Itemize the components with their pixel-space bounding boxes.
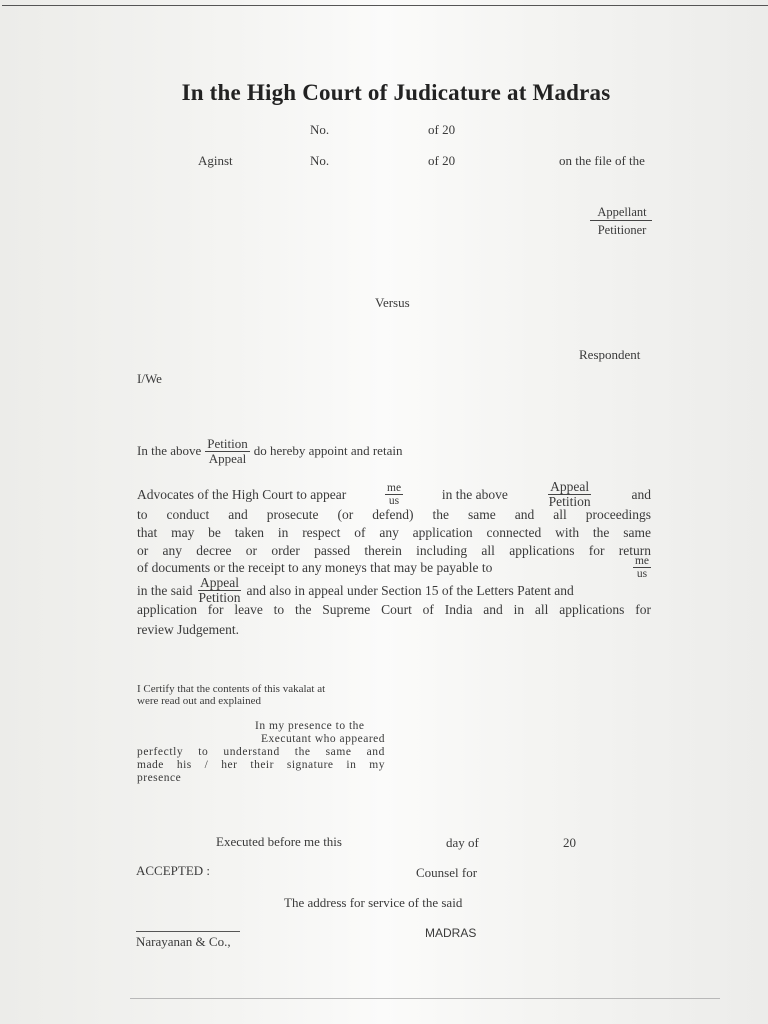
appoint-prefix: In the above: [137, 443, 202, 459]
body-line-3: that may be taken in respect of any application connected with the same: [137, 525, 651, 540]
bottom-border-line: [130, 998, 720, 999]
top-border-line: [2, 5, 768, 6]
body-line1-c: and: [631, 486, 651, 502]
against-label: Aginst: [198, 153, 233, 168]
body-line-2: to conduct and prosecute (or defend) the same and all proceedings: [137, 507, 651, 522]
presence-line-1: In my presence to the: [255, 720, 365, 732]
body-line6-b: and also in appeal under Section 15 of the Letters Patent and: [246, 582, 574, 598]
body-line-7: application for leave to the Supreme Court of India and in all applications for: [137, 602, 651, 617]
appeal-petition-fraction: [547, 480, 593, 509]
certify-line-1: I Certify that the contents of this vakalat at: [137, 683, 326, 695]
firm-name: Narayanan & Co.,: [136, 934, 231, 949]
appeal-label: Appeal: [550, 479, 590, 494]
body-line-4: or any decree or order passed therein including all applications for return: [137, 543, 651, 558]
signature-line: [136, 931, 240, 932]
versus-label: Versus: [375, 295, 410, 310]
me-us-fraction: [385, 482, 403, 507]
petition-label-2: Petition: [198, 590, 241, 606]
against-year-label: of 20: [428, 153, 456, 168]
year-label: 20: [563, 835, 576, 850]
case-no-label: No.: [310, 122, 330, 137]
body-line-8: review Judgement.: [137, 622, 239, 637]
service-address-label: The address for service of the said: [284, 895, 463, 910]
fraction-top: Petition: [207, 436, 248, 451]
city-label: MADRAS: [425, 926, 477, 940]
on-file-label: on the file of the: [559, 153, 645, 168]
appeal-label-2: Appeal: [200, 575, 239, 590]
respondent-label: Respondent: [579, 347, 641, 362]
presence-line-4: made his / her their signature in my: [137, 759, 385, 771]
executed-label: Executed before me this: [216, 834, 342, 849]
petition-label: Petition: [548, 494, 591, 510]
certify-line-2: were read out and explained: [137, 695, 261, 707]
me-label-2: me: [634, 555, 649, 567]
appoint-suffix: do hereby appoint and retain: [253, 443, 403, 459]
appointment-line: [137, 437, 402, 465]
appellant-label: Appellant: [597, 205, 647, 219]
fraction-bottom: Appeal: [208, 450, 247, 466]
us-label: us: [388, 495, 400, 508]
day-of-label: day of: [446, 835, 479, 850]
body-line6-a: in the said: [137, 582, 193, 598]
petitioner-label: Petitioner: [597, 223, 647, 237]
appellant-divider: [590, 220, 652, 221]
me-label: me: [387, 482, 402, 495]
against-no-label: No.: [310, 153, 330, 168]
presence-line-3: perfectly to understand the same and: [137, 746, 385, 758]
us-label-2: us: [636, 568, 648, 581]
body-line1-a: Advocates of the High Court to appear: [137, 486, 347, 502]
body-line1-b: in the above: [441, 486, 508, 502]
presence-line-5: presence: [137, 772, 182, 784]
counsel-for-label: Counsel for: [416, 865, 478, 880]
body-line-1: [137, 480, 651, 509]
presence-line-2: Executant who appeared: [260, 733, 385, 745]
accepted-label: ACCEPTED :: [136, 863, 211, 878]
petition-appeal-fraction: [205, 437, 249, 465]
case-year-label: of 20: [428, 122, 456, 137]
body-line5-a: of documents or the receipt to any moneys that may be payable to: [137, 559, 493, 575]
form-title: In the High Court of Judicature at Madras: [181, 80, 611, 105]
iwe-label: I/We: [137, 371, 162, 386]
